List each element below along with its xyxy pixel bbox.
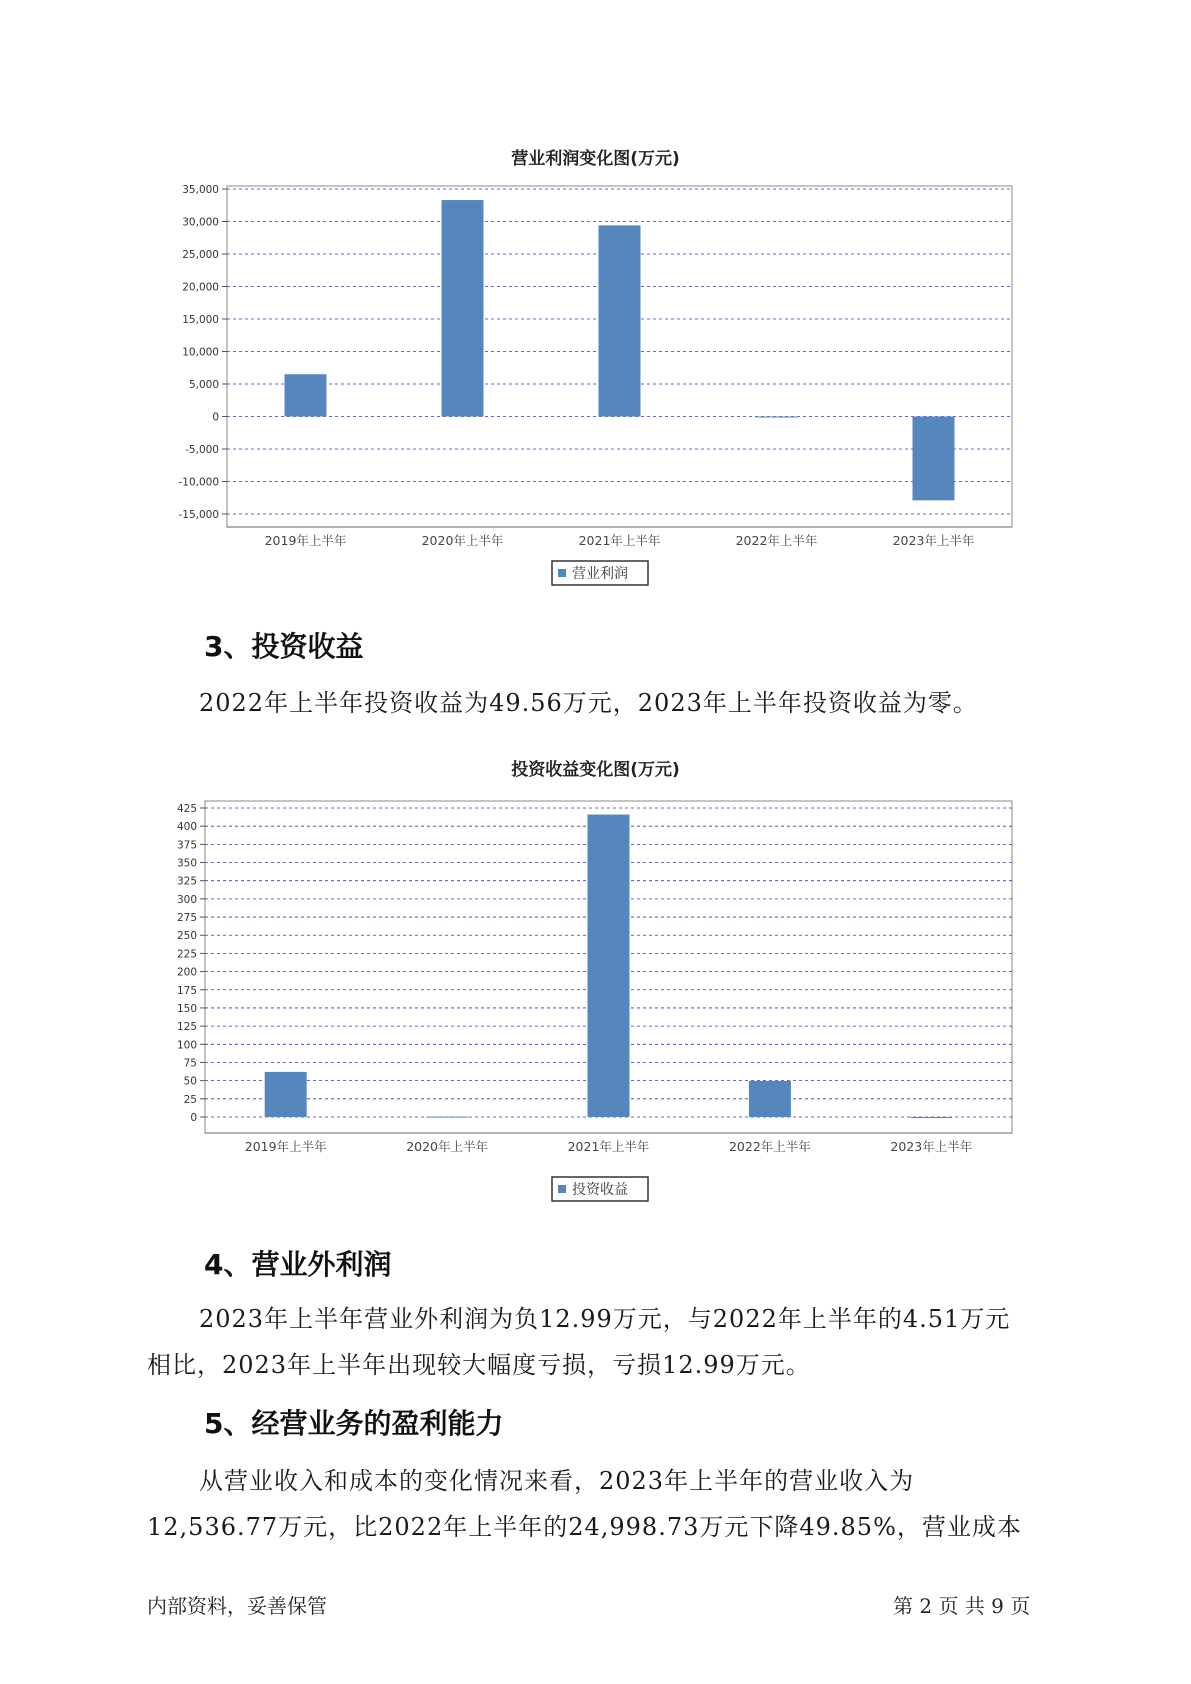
y-tick-label: 35,000 (182, 184, 219, 196)
y-tick-label: 20,000 (182, 281, 219, 294)
y-tick-label: 150 (176, 1002, 197, 1015)
x-tick-label: 2021年上半年 (567, 1139, 650, 1154)
y-tick-label: 350 (176, 857, 197, 870)
footer-confidential-note: 内部资料，妥善保管 (147, 1594, 327, 1618)
section4-paragraph (147, 1296, 1067, 1388)
bar-2022年上半年 (749, 1081, 791, 1117)
x-tick-label: 2020年上半年 (406, 1139, 489, 1154)
y-tick-label: 425 (176, 803, 197, 815)
y-tick-label: 75 (183, 1057, 197, 1070)
chart2-title: 投资收益变化图(万元) (511, 760, 680, 780)
y-tick-label: 25 (183, 1093, 197, 1106)
y-tick-label: 0 (190, 1112, 197, 1124)
x-tick-label: 2023年上半年 (890, 1139, 973, 1154)
x-tick-label: 2023年上半年 (892, 533, 975, 548)
y-tick-label: 175 (176, 984, 197, 997)
y-tick-label: -15,000 (178, 509, 219, 521)
legend (552, 1177, 648, 1201)
y-tick-label: 0 (212, 411, 219, 424)
y-tick-label: 375 (176, 839, 197, 852)
section5-paragraph (147, 1458, 1067, 1550)
chart1-title: 营业利润变化图(万元) (511, 149, 680, 169)
y-tick-label: 15,000 (182, 314, 219, 326)
section5-line-2: 12,536.77万元，比2022年上半年的24,998.73万元下降49.85%，营业成本 (147, 1513, 1022, 1541)
section5-heading: 5、经营业务的盈利能力 (204, 1407, 504, 1440)
y-tick-label: 250 (176, 930, 197, 943)
y-tick-label: 50 (183, 1075, 197, 1088)
y-tick-label: 125 (176, 1021, 197, 1034)
y-tick-label: -5,000 (185, 444, 219, 456)
section4-line-1: 2023年上半年营业外利润为负12.99万元，与2022年上半年的4.51万元 (199, 1305, 1011, 1333)
y-tick-label: 30,000 (182, 216, 219, 229)
x-tick-label: 2020年上半年 (421, 533, 504, 548)
bar-2021年上半年 (588, 815, 630, 1117)
x-tick-label: 2019年上半年 (244, 1139, 327, 1154)
y-tick-label: 25,000 (182, 249, 219, 261)
legend-swatch (558, 1185, 566, 1193)
bar-2020年上半年 (426, 1117, 468, 1118)
y-tick-label: -10,000 (178, 476, 219, 489)
y-tick-label: 5,000 (188, 379, 219, 391)
legend-label: 投资收益 (572, 1182, 628, 1198)
y-tick-label: 325 (176, 875, 197, 888)
section3-heading: 3、投资收益 (204, 630, 364, 663)
bar-2019年上半年 (265, 1072, 307, 1117)
section4-heading: 4、营业外利润 (204, 1248, 392, 1281)
y-tick-label: 300 (176, 893, 197, 906)
x-tick-label: 2022年上半年 (728, 1139, 811, 1154)
section5-line-1: 从营业收入和成本的变化情况来看，2023年上半年的营业收入为 (199, 1467, 915, 1495)
legend-label: 营业利润 (572, 566, 628, 582)
x-tick-label: 2021年上半年 (578, 533, 661, 548)
y-tick-label: 100 (176, 1039, 197, 1052)
y-tick-label: 225 (176, 948, 197, 961)
y-tick-label: 400 (176, 821, 197, 834)
x-tick-label: 2019年上半年 (264, 533, 347, 548)
footer-page-number: 第 2 页 共 9 页 (893, 1594, 1031, 1618)
bar-2023年上半年 (910, 1117, 952, 1118)
y-tick-label: 10,000 (182, 346, 219, 359)
y-tick-label: 200 (176, 966, 197, 979)
section4-line-2: 相比，2023年上半年出现较大幅度亏损，亏损12.99万元。 (147, 1351, 811, 1379)
x-tick-label: 2022年上半年 (735, 533, 818, 548)
section3-line: 2022年上半年投资收益为49.56万元，2023年上半年投资收益为零。 (199, 689, 978, 717)
y-tick-label: 275 (176, 912, 197, 925)
